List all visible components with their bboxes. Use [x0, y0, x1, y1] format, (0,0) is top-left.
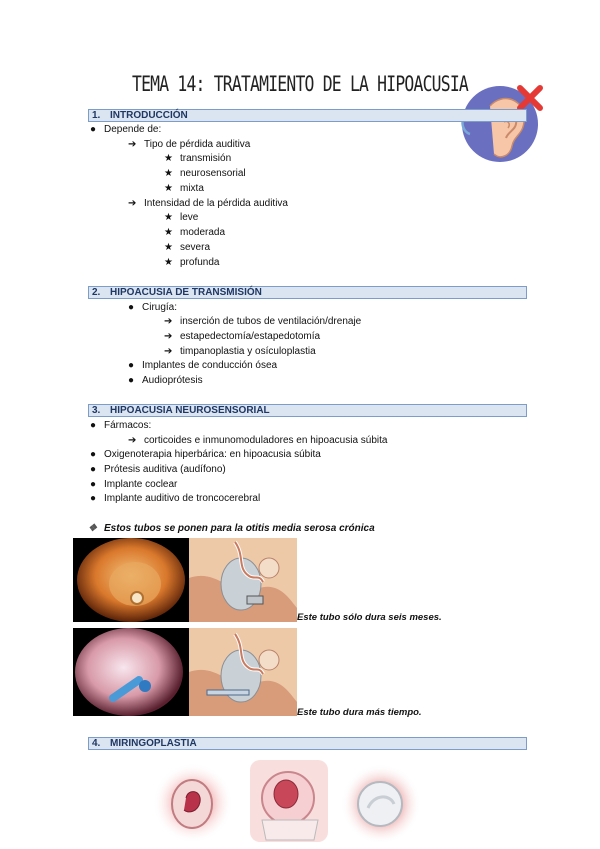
- list-item: ➔ estapedectomía/estapedotomía: [164, 331, 321, 342]
- list-item: ● Implante coclear: [90, 479, 178, 490]
- miringoplastia-illustration-2: [248, 758, 330, 844]
- list-item: ● Depende de:: [90, 124, 162, 135]
- ear-illustration-tube-2: [189, 628, 297, 716]
- list-item: ➔ inserción de tubos de ventilación/drenaje: [164, 316, 362, 327]
- miringoplastia-illustration-3: [340, 764, 422, 844]
- ear-icon: [460, 84, 544, 168]
- caption-tube-1: Este tubo sólo dura seis meses.: [297, 612, 442, 623]
- list-item: ● Oxigenoterapia hiperbárica: en hipoacusia súbita: [90, 449, 321, 460]
- section-heading-introduccion: 1. INTRODUCCIÓN: [88, 109, 527, 122]
- list-item: ● Implantes de conducción ósea: [128, 360, 278, 371]
- list-item: ★ mixta: [164, 183, 204, 194]
- page-title: TEMA 14: TRATAMIENTO DE LA HIPOACUSIA: [131, 72, 469, 96]
- section-heading-neurosensorial: 3. HIPOACUSIA NEUROSENSORIAL: [88, 404, 527, 417]
- list-item: ★ transmisión: [164, 153, 232, 164]
- section-heading-miringoplastia: 4. MIRINGOPLASTIA: [88, 737, 527, 750]
- list-item: ➔ Intensidad de la pérdida auditiva: [128, 198, 288, 209]
- tubes-note: ❖ Estos tubos se ponen para la otitis media serosa crónica: [88, 523, 375, 534]
- list-item: ★ neurosensorial: [164, 168, 246, 179]
- caption-tube-2: Este tubo dura más tiempo.: [297, 707, 422, 718]
- list-item: ➔ corticoides e inmunomoduladores en hipoacusia súbita: [128, 435, 388, 446]
- list-item: ● Cirugía:: [128, 302, 178, 313]
- list-item: ★ profunda: [164, 257, 220, 268]
- list-item: ★ leve: [164, 212, 199, 223]
- miringoplastia-illustration-1: [152, 762, 234, 844]
- list-item: ➔ Tipo de pérdida auditiva: [128, 139, 251, 150]
- otoscopy-photo-tube-1: [73, 538, 189, 622]
- section-heading-transmision: 2. HIPOACUSIA DE TRANSMISIÓN: [88, 286, 527, 299]
- list-item: ★ moderada: [164, 227, 226, 238]
- list-item: ➔ timpanoplastia y osículoplastia: [164, 346, 316, 357]
- list-item: ● Implante auditivo de troncocerebral: [90, 493, 261, 504]
- list-item: ● Audioprótesis: [128, 375, 203, 386]
- list-item: ● Fármacos:: [90, 420, 152, 431]
- list-item: ★ severa: [164, 242, 211, 253]
- list-item: ● Prótesis auditiva (audífono): [90, 464, 226, 475]
- ear-illustration-tube-1: [189, 538, 297, 622]
- otoscopy-photo-tube-2: [73, 628, 189, 716]
